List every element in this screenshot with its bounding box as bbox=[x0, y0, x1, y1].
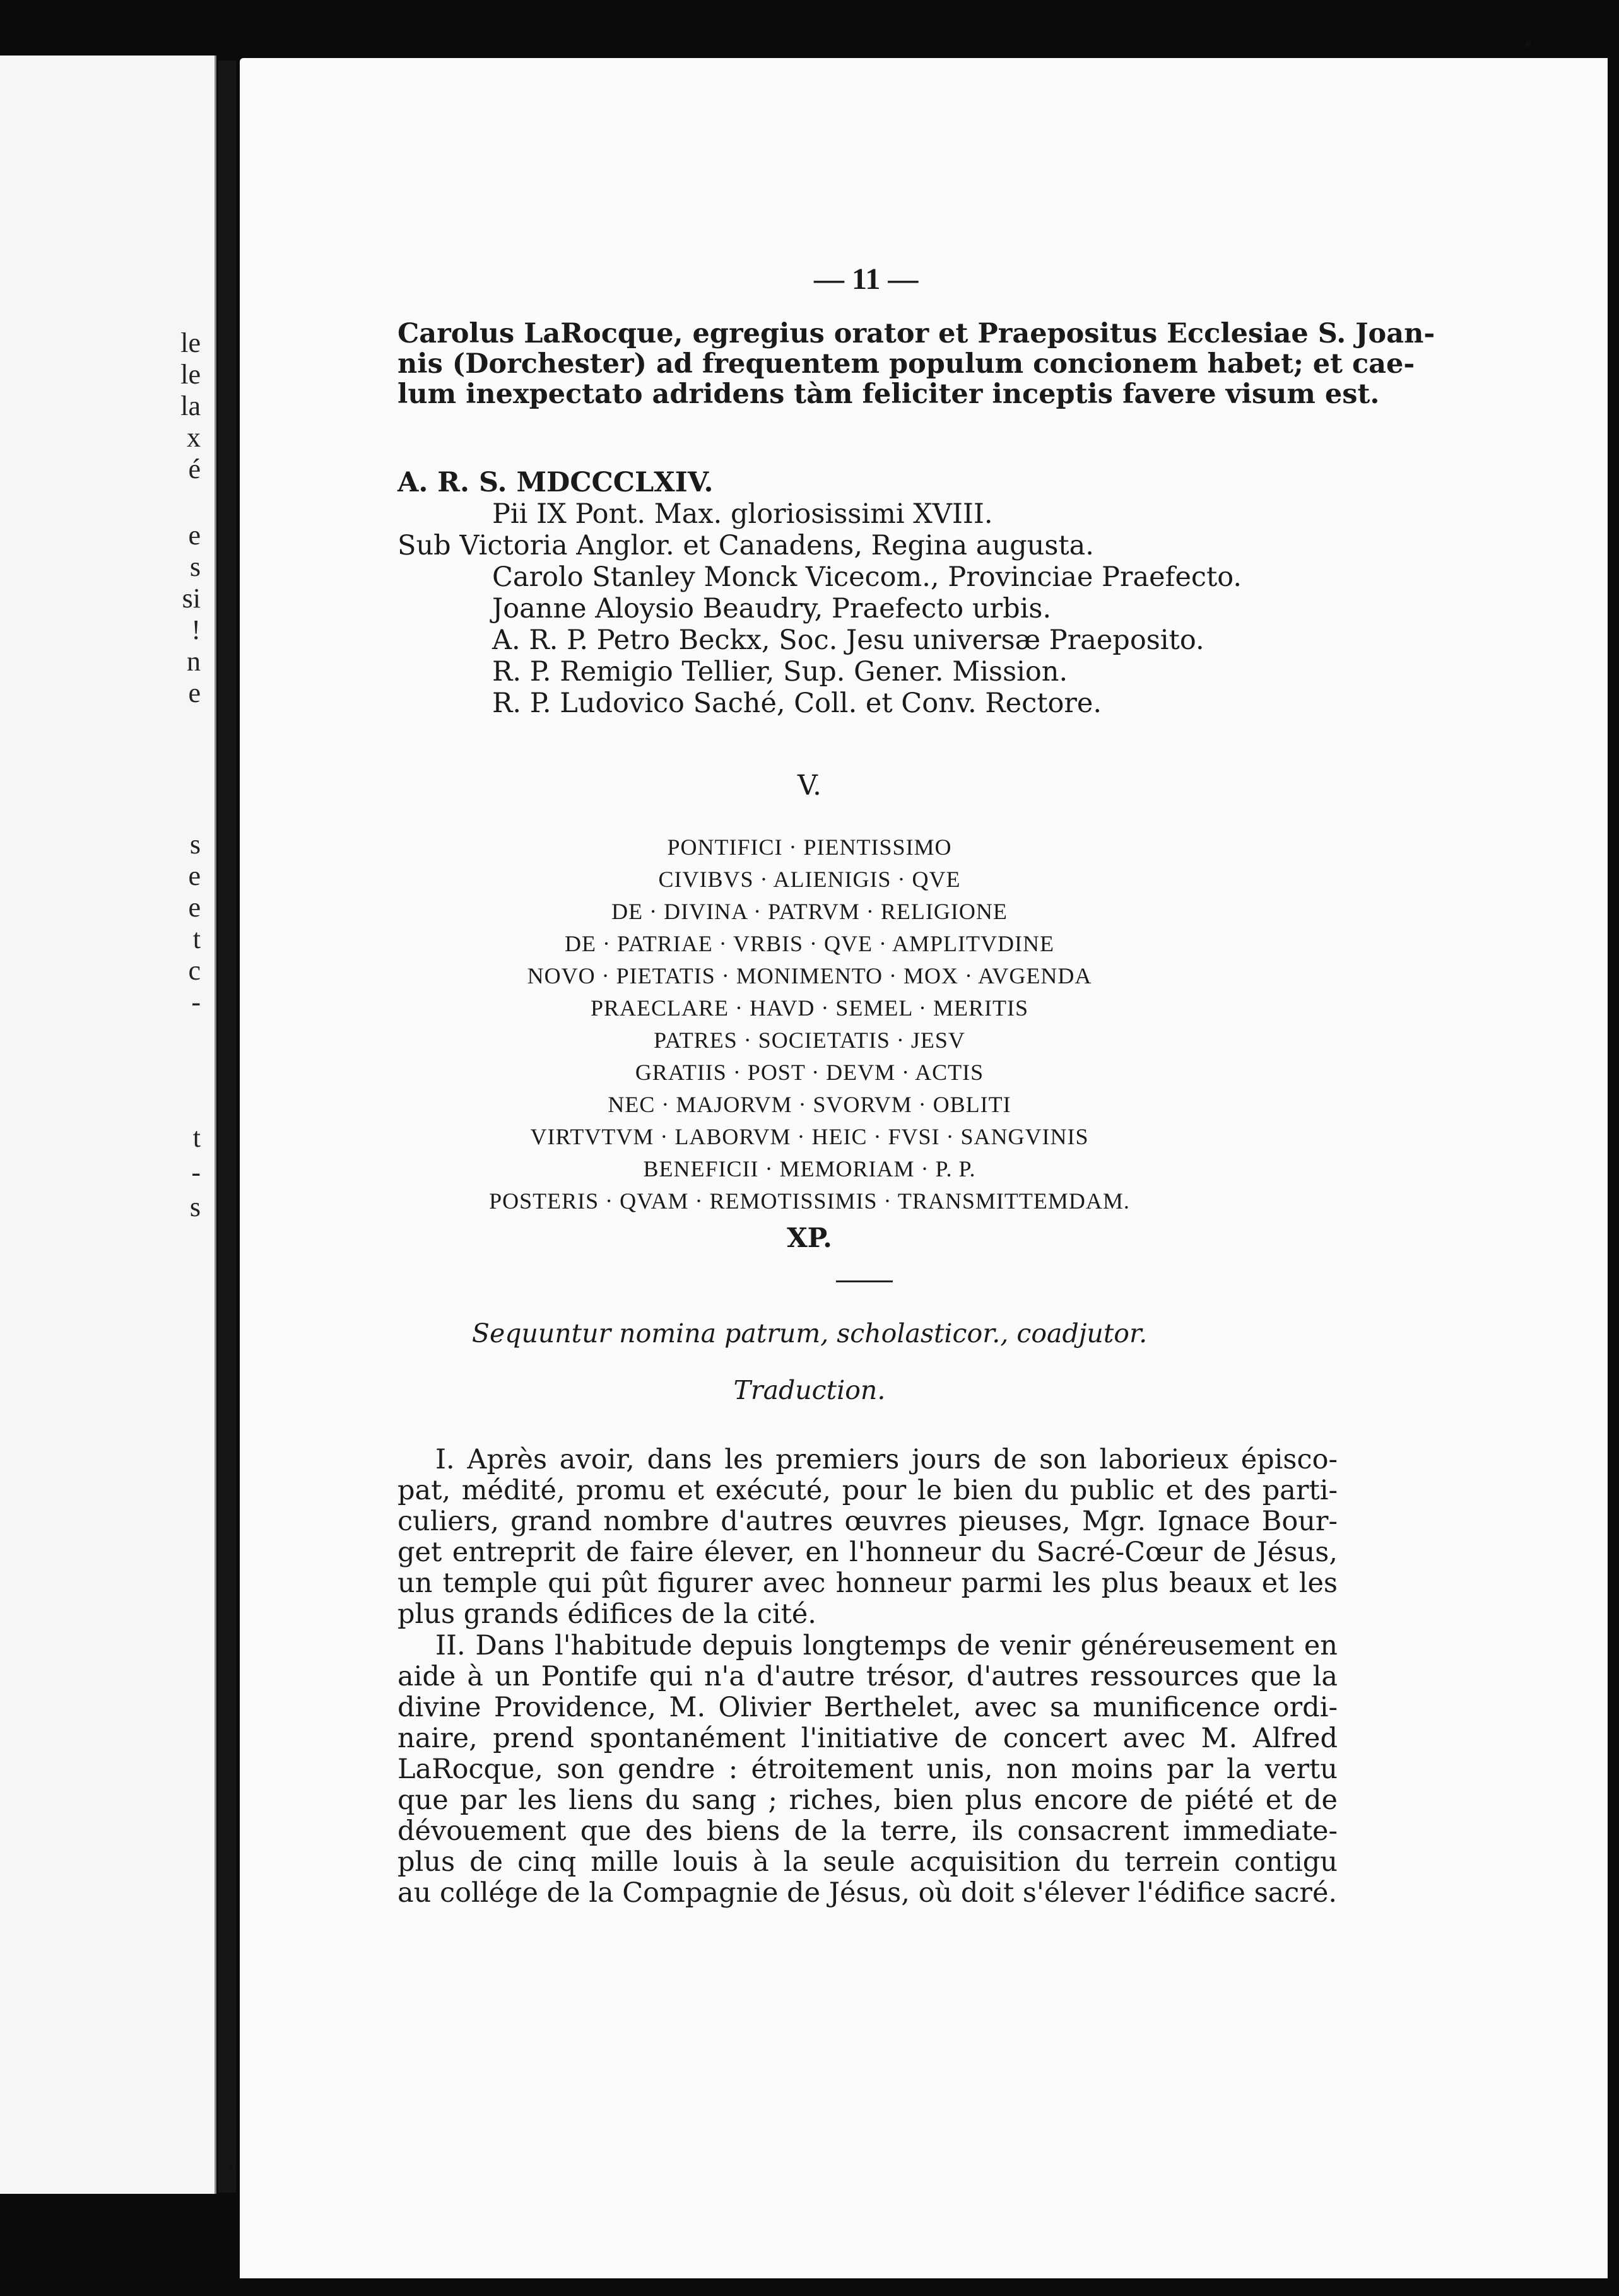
inscription-line: VIRTVTVM · LABORVM · HEIC · FVSI · SANGVINIS bbox=[530, 1124, 1089, 1149]
paragraph-line: au collége de la Compagnie de Jésus, où doit s'élever l'édifice sacré. bbox=[397, 1877, 1338, 1909]
paragraph-line: II. Dans l'habitude depuis longtemps de venir généreusement en bbox=[435, 1630, 1338, 1661]
left-page-fragment: e bbox=[188, 677, 201, 708]
left-page-fragment: c bbox=[188, 955, 201, 986]
paragraph-line: divine Providence, M. Olivier Berthelet, avec sa munificence ordi- bbox=[397, 1692, 1338, 1723]
regnal-official: R. P. Remigio Tellier, Sup. Gener. Mission. bbox=[492, 656, 1068, 688]
paragraph-line: get entreprit de faire élever, en l'honneur du Sacré-Cœur de Jésus, bbox=[397, 1537, 1338, 1568]
horizontal-rule bbox=[836, 1280, 893, 1282]
inscription-line: GRATIIS · POST · DEVM · ACTIS bbox=[635, 1060, 984, 1085]
paragraph-line: culiers, grand nombre d'autres œuvres pieuses, Mgr. Ignace Bour- bbox=[397, 1506, 1338, 1537]
left-page-fragment: le bbox=[180, 327, 201, 358]
regnal-official: Joanne Aloysio Beaudry, Praefecto urbis. bbox=[492, 593, 1052, 624]
page-number: — 11 — bbox=[814, 262, 919, 296]
left-page-fragment: t bbox=[192, 1122, 201, 1153]
inscription-line: NEC · MAJORVM · SVORVM · OBLITI bbox=[608, 1092, 1011, 1117]
inscription-line: DE · PATRIAE · VRBIS · QVE · AMPLITVDINE bbox=[565, 931, 1054, 956]
left-page-fragment: e bbox=[188, 520, 201, 551]
inscription-line: PRAECLARE · HAVD · SEMEL · MERITIS bbox=[590, 995, 1028, 1021]
section-heading-v: V. bbox=[797, 770, 822, 802]
traduction-heading: Traduction. bbox=[733, 1375, 886, 1405]
left-page-fragment: e bbox=[188, 892, 201, 923]
paragraph-line: dévouement que des biens de la terre, ils consacrent immediate- bbox=[397, 1815, 1338, 1847]
left-page-fragment: s bbox=[189, 829, 201, 860]
inscription-line: PATRES · SOCIETATIS · JESV bbox=[654, 1028, 965, 1053]
regnal-official: A. R. P. Petro Beckx, Soc. Jesu universæ Praeposito. bbox=[492, 624, 1204, 656]
left-page-fragment: si bbox=[182, 583, 201, 614]
paragraph-i bbox=[397, 1444, 1338, 1630]
left-page-fragment: s bbox=[189, 551, 201, 582]
regnal-pope: Pii IX Pont. Max. gloriosissimi XVIII. bbox=[492, 498, 993, 530]
regnal-official: Carolo Stanley Monck Vicecom., Provinciae Praefecto. bbox=[492, 561, 1242, 593]
left-page-fragment: - bbox=[191, 987, 201, 1017]
left-page-fragment: la bbox=[180, 390, 201, 421]
inscription-line: CIVIBVS · ALIENIGIS · QVE bbox=[658, 867, 961, 892]
paragraph-ii bbox=[397, 1631, 1338, 1909]
left-page-fragment: ! bbox=[191, 614, 201, 645]
left-page-fragment: le bbox=[180, 359, 201, 390]
inscription-line: BENEFICII · MEMORIAM · P. P. bbox=[643, 1156, 976, 1181]
inscription-line: NOVO · PIETATIS · MONIMENTO · MOX · AVGENDA bbox=[527, 963, 1092, 988]
scan-speck bbox=[230, 2165, 233, 2169]
regnal-official: R. P. Ludovico Saché, Coll. et Conv. Rectore. bbox=[492, 688, 1102, 719]
regnal-dating-block bbox=[397, 467, 1338, 719]
sequuntur-note: Sequuntur nomina patrum, scholasticor., coadjutor. bbox=[471, 1318, 1148, 1349]
intro-paragraph bbox=[397, 318, 1435, 410]
left-page-fragment: x bbox=[187, 422, 201, 453]
paragraph-line: I. Après avoir, dans les premiers jours de son laborieux épisco- bbox=[435, 1444, 1338, 1475]
left-page-fragment: é bbox=[188, 454, 201, 484]
intro-line: nis (Dorchester) ad frequentem populum concionem habet; et cae- bbox=[397, 348, 1415, 380]
latin-inscription bbox=[0, 831, 1619, 1217]
paragraph-line: plus de cinq mille louis à la seule acquisition du terrein contigu bbox=[397, 1846, 1338, 1878]
left-page-fragment: e bbox=[188, 860, 201, 891]
paragraph-line: LaRocque, son gendre : étroitement unis, non moins par la vertu bbox=[397, 1754, 1338, 1785]
paragraph-line: plus grands édifices de la cité. bbox=[397, 1598, 816, 1630]
left-page-fragment: s bbox=[189, 1192, 201, 1222]
regnal-year: A. R. S. MDCCCLXIV. bbox=[397, 467, 714, 498]
inscription-line: PONTIFICI · PIENTISSIMO bbox=[667, 835, 952, 860]
left-page-fragment: n bbox=[187, 646, 201, 677]
paragraph-line: aide à un Pontife qui n'a d'autre trésor, d'autres ressources que la bbox=[397, 1661, 1338, 1692]
inscription-line: DE · DIVINA · PATRVM · RELIGIONE bbox=[611, 899, 1008, 924]
intro-line: Carolus LaRocque, egregius orator et Praepositus Ecclesiae S. Joan- bbox=[397, 318, 1435, 349]
paragraph-line: que par les liens du sang ; riches, bien plus encore de piété et de bbox=[397, 1784, 1338, 1816]
paragraph-line: un temple qui pût figurer avec honneur parmi les plus beaux et les bbox=[397, 1567, 1338, 1599]
inscription-line: POSTERIS · QVAM · REMOTISSIMIS · TRANSMITTEMDAM. bbox=[489, 1188, 1130, 1214]
paragraph-line: pat, médité, promu et exécuté, pour le bien du public et des parti- bbox=[397, 1475, 1338, 1506]
regnal-queen: Sub Victoria Anglor. et Canadens, Regina augusta. bbox=[397, 530, 1094, 561]
left-page-fragment: t bbox=[192, 923, 201, 954]
left-page-fragment: - bbox=[191, 1157, 201, 1188]
intro-line: lum inexpectato adridens tàm feliciter inceptis favere visum est. bbox=[397, 378, 1380, 410]
scan-speck bbox=[1526, 42, 1531, 47]
inscription-closing-chi-rho: XP. bbox=[787, 1222, 832, 1253]
paragraph-line: naire, prend spontanément l'initiative de concert avec M. Alfred bbox=[397, 1723, 1338, 1754]
